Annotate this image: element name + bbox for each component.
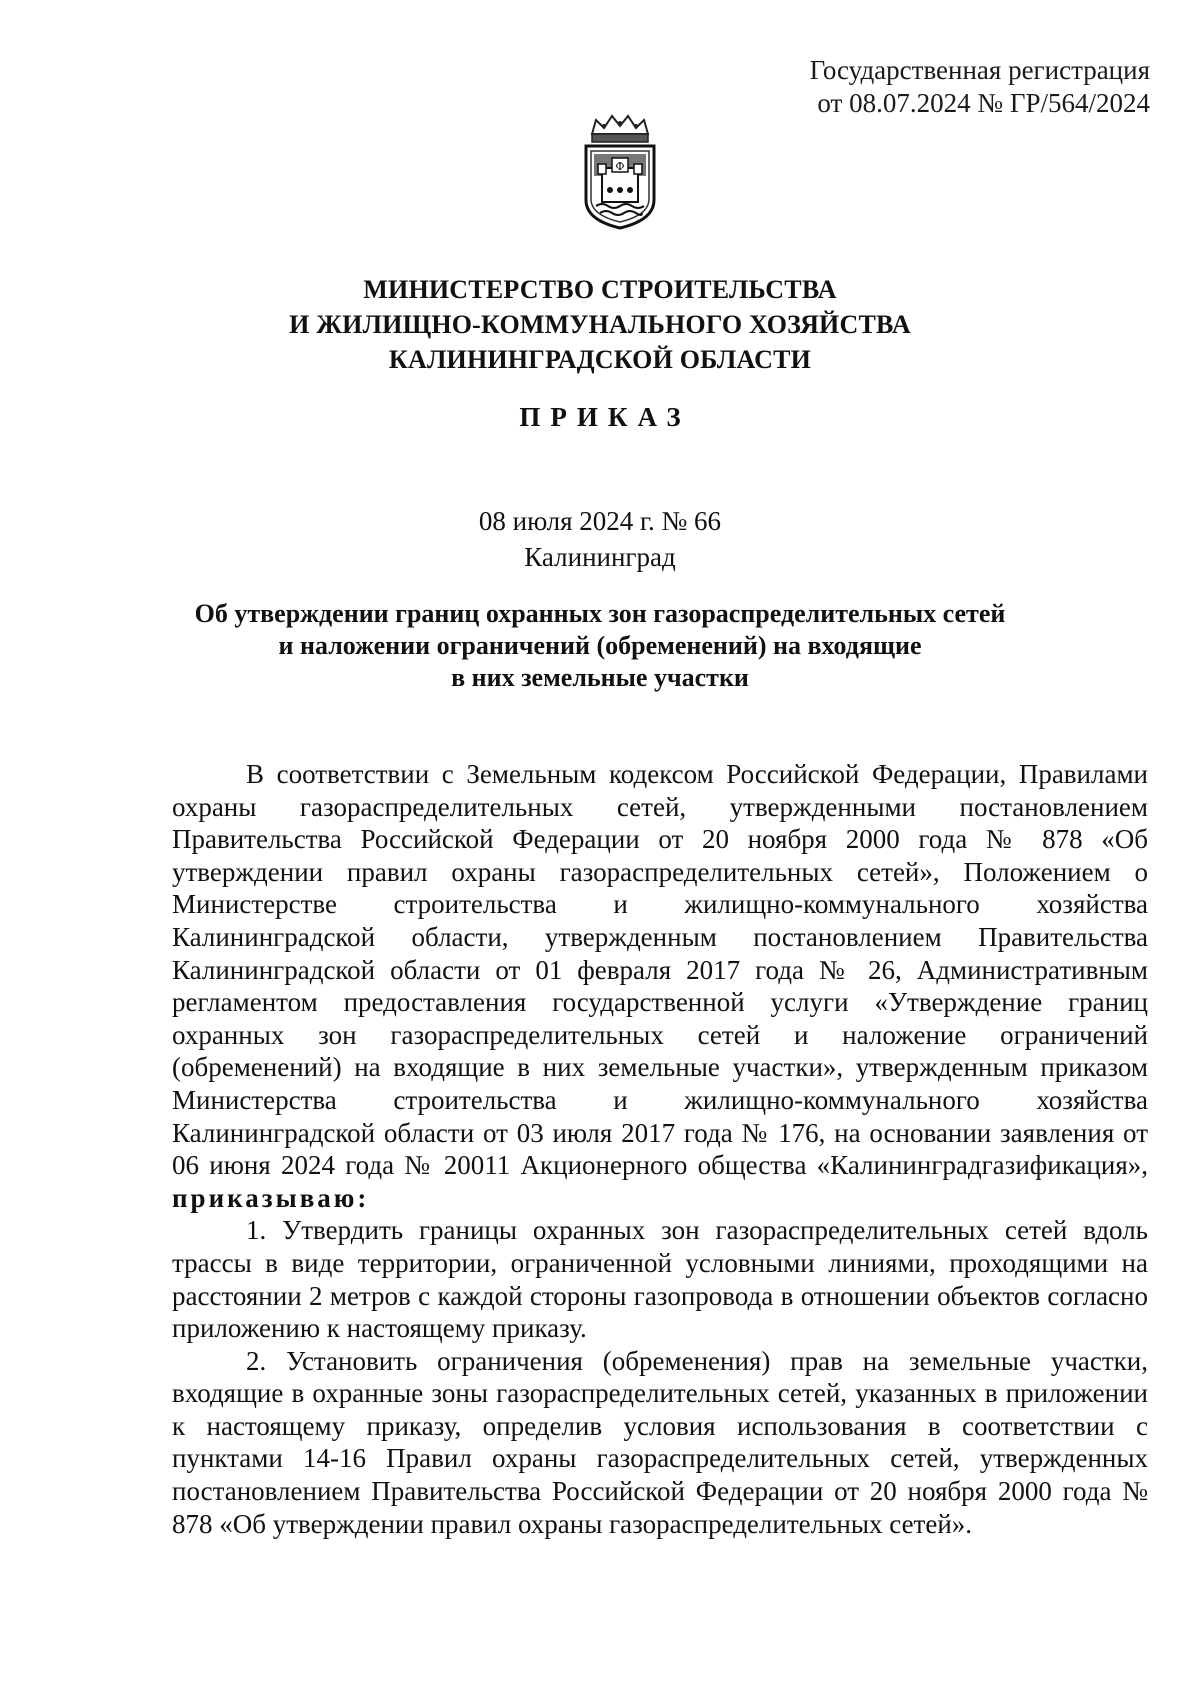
document-place: Калининград bbox=[524, 542, 676, 572]
ministry-line-1: МИНИСТЕРСТВО СТРОИТЕЛЬСТВА bbox=[363, 275, 837, 304]
kaliningrad-coat-of-arms-icon bbox=[574, 112, 666, 232]
preamble-text: В соответствии с Земельным кодексом Российской Федерации, Правилами охраны газораспределительных сетей, утвержденными постановлением Правительства Российской Федерации от 20 ноября 2000 года № 878 «Об утверждении правил охраны газораспределительных сетей», Положением о Министерстве строительства и жилищно-коммунального хозяйства Калининградской области, утвержденным постановлением Правительства Калининградской области от 01 февраля 2017 года № 26, Административным регламентом предоставления государственной услуги «Утверждение границ охранных зон газораспределительных сетей и наложение ограничений (обременений) на входящие в них земельные участки», утвержденным приказом Министерства строительства и жилищно-коммунального хозяйства Калининградской области от 03 июля 2017 года № 176, на основании заявления от 06 июня 2024 года № 20011 Акционерного общества «Калининградгазификация», bbox=[172, 759, 1148, 1181]
item-2-paragraph: 2. Установить ограничения (обременения) прав на земельные участки, входящие в охранные зоны газораспределительных сетей, указанных в приложении к настоящему приказу, определив условия использования в соответствии с пунктами 14-16 Правил охраны газораспределительных сетей, утвержденных постановлением Правительства Российской Федерации от 20 ноября 2000 года № 878 «Об утверждении правил охраны газораспределительных сетей». bbox=[172, 1345, 1148, 1539]
subject-line-2: и наложении ограничений (обременений) на входящие bbox=[278, 631, 922, 660]
document-body bbox=[172, 758, 1148, 1540]
document-date-place bbox=[0, 503, 1200, 575]
item-1-paragraph: 1. Утвердить границы охранных зон газораспределительных сетей вдоль трассы в виде территории, ограниченной условными линиями, проходящими на расстоянии 2 метров с каждой стороны газопровода в отношении объектов согласно приложению к настоящему приказу. bbox=[172, 1215, 1148, 1344]
ministry-heading bbox=[0, 272, 1200, 377]
document-subject bbox=[0, 598, 1200, 694]
directive-word: приказываю: bbox=[172, 1182, 370, 1213]
ministry-line-2: И ЖИЛИЩНО-КОММУНАЛЬНОГО ХОЗЯЙСТВА bbox=[289, 310, 911, 339]
document-date: 08 июля 2024 г. № 66 bbox=[478, 506, 722, 536]
subject-line-3: в них земельные участки bbox=[451, 663, 749, 692]
preamble-paragraph bbox=[172, 758, 1148, 1214]
registration-stamp bbox=[810, 54, 1150, 120]
document-type: ПРИКАЗ bbox=[519, 402, 691, 432]
registration-line-2: от 08.07.2024 № ГР/564/2024 bbox=[817, 88, 1150, 118]
ministry-line-3: КАЛИНИНГРАДСКОЙ ОБЛАСТИ bbox=[388, 345, 812, 374]
subject-line-1: Об утверждении границ охранных зон газораспределительных сетей bbox=[194, 599, 1006, 628]
svg-text:Ф: Ф bbox=[615, 160, 625, 173]
registration-line-1: Государственная регистрация bbox=[809, 55, 1150, 85]
